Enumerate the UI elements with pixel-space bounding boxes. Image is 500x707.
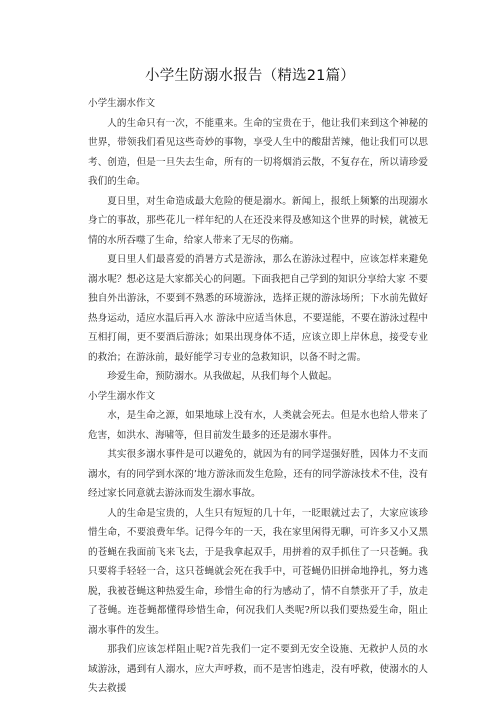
section-heading: 小学生溺水作文: [88, 98, 156, 109]
paragraph: 夏日里，对生命造成最大危险的便是溺水。新闻上，报纸上频繁的出现溺水身亡的事故，那些花儿一样年纪的人在还没来得及感知这个世界的时候，就被无情的水所吞噬了生命，给家人带来了无尽的伤痛。: [88, 195, 428, 246]
paragraph: 夏日里人们最喜爱的消暑方式是游泳，那么在游泳过程中，应该怎样来避免溺水呢？想必这是大家都关心的问题。下面我把自己学到的知识分享给大家 不要独自外出游泳，不要到不熟悉的环境游泳，选择正规的游泳场所；下水前先做好热身运动，适应水温后再入水 游泳中应适当休息，不要逞能，不要在游泳过程中互相打闹，更不要酒后游泳；如果出现身体不适，应该立即上岸休息，接受专业的救治；在游泳前，最好能学习专业的急救知识，以备不时之需。: [88, 254, 428, 363]
paragraph: 人的生命是宝贵的，人生只有短短的几十年，一眨眼就过去了，大家应该珍惜生命，不要浪费年华。记得今年的一天，我在家里闲得无聊，可许多又小又黑的苍蝇在我面前飞来飞去，于是我拿起双手，用拼着的双手抓住了一只苍蝇。我只要将手轻轻一合，这只苍蝇就会死在我手中，可苍蝇仍旧拼命地挣扎，努力逃脱，我被苍蝇这种热爱生命，珍惜生命的行为感动了，情不自禁张开了手，放走了苍蝇。连苍蝇都懂得珍惜生命，何况我们人类呢?所以我们要热爱生命，阻止溺水事件的发生。: [88, 507, 428, 636]
paragraph: 人的生命只有一次，不能重来。生命的宝贵在于，他让我们来到这个神秘的世界，带领我们看见这些奇妙的事物，享受人生中的酸甜苦辣，他让我们可以思考、创造，但是一旦失去生命，所有的一切将烟消云散，不复存在，所以请珍爱我们的生命。: [88, 117, 428, 187]
document-body: [88, 94, 428, 699]
paragraph: 其实很多溺水事件是可以避免的，就因为有的同学逞强好胜，因体力不支而溺水，有的同学到水深的’地方游泳而发生危险，还有的同学游泳技术不佳，没有经过家长同意就去游泳而发生溺水事故。: [88, 449, 428, 499]
paragraph: 那我们应该怎样阻止呢?首先我们一定不要到无安全设施、无救护人员的水域游泳，遇到有人溺水，应大声呼救，而不是害怕逃走，没有呼救，使溺水的人失去救援: [88, 644, 428, 694]
paragraph: 珍爱生命，预防溺水。从我做起，从我们每个人做起。: [107, 371, 338, 382]
section-heading: 小学生溺水作文: [88, 390, 156, 402]
document-title: 小学生防溺水报告（精选21篇）: [145, 68, 355, 84]
paragraph: 水，是生命之源，如果地球上没有水，人类就会死去。但是水也给人带来了危害，如洪水、海啸等，但目前发生最多的还是溺水事件。: [88, 410, 428, 441]
